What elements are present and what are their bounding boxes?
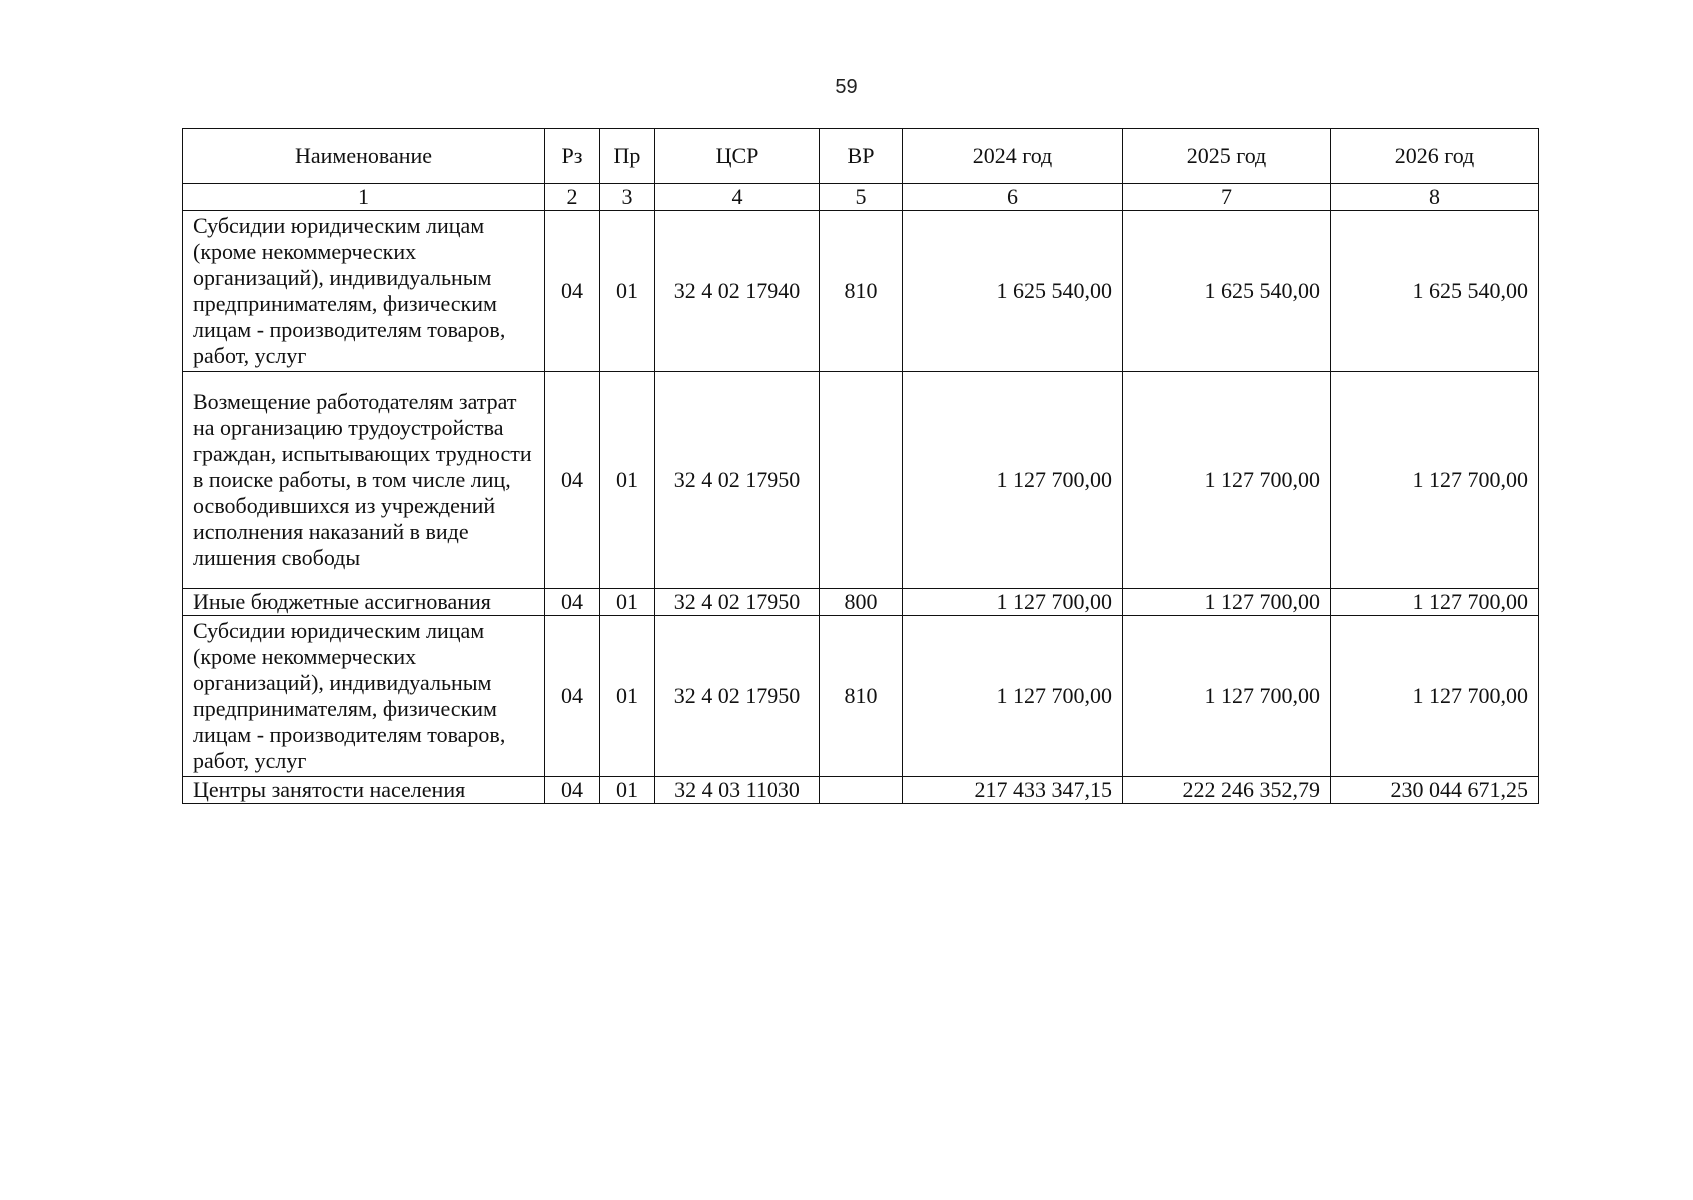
header-rz: Рз	[545, 129, 600, 184]
cell-2025: 222 246 352,79	[1123, 777, 1331, 804]
cell-2026: 1 127 700,00	[1331, 372, 1539, 589]
table-header	[183, 129, 1539, 211]
table-row	[183, 211, 1539, 372]
cell-name: Иные бюджетные ассигнования	[183, 589, 545, 616]
cell-vr	[820, 777, 903, 804]
cell-vr: 810	[820, 616, 903, 777]
cell-csr: 32 4 02 17940	[655, 211, 820, 372]
budget-table	[182, 128, 1539, 804]
cell-vr	[820, 372, 903, 589]
cell-2026: 1 127 700,00	[1331, 616, 1539, 777]
cell-pr: 01	[600, 372, 655, 589]
column-number: 2	[545, 184, 600, 211]
cell-2024: 1 127 700,00	[903, 589, 1123, 616]
header-vr: ВР	[820, 129, 903, 184]
cell-rz: 04	[545, 372, 600, 589]
column-number: 6	[903, 184, 1123, 211]
cell-vr: 800	[820, 589, 903, 616]
cell-csr: 32 4 02 17950	[655, 372, 820, 589]
cell-rz: 04	[545, 777, 600, 804]
column-number-row	[183, 184, 1539, 211]
cell-2026: 1 127 700,00	[1331, 589, 1539, 616]
cell-2025: 1 127 700,00	[1123, 589, 1331, 616]
cell-2025: 1 127 700,00	[1123, 372, 1331, 589]
column-number: 4	[655, 184, 820, 211]
column-number: 3	[600, 184, 655, 211]
column-number: 1	[183, 184, 545, 211]
table-row	[183, 589, 1539, 616]
cell-vr: 810	[820, 211, 903, 372]
header-row	[183, 129, 1539, 184]
cell-2024: 1 625 540,00	[903, 211, 1123, 372]
cell-pr: 01	[600, 616, 655, 777]
column-number: 8	[1331, 184, 1539, 211]
cell-pr: 01	[600, 589, 655, 616]
page-number: 59	[835, 76, 858, 98]
header-2026: 2026 год	[1331, 129, 1539, 184]
cell-csr: 32 4 03 11030	[655, 777, 820, 804]
cell-name: Возмещение работодателям затрат на организацию трудоустройства граждан, испытывающих трудности в поиске работы, в том числе лиц, освободившихся из учреждений исполнения наказаний в виде лишения свободы	[183, 372, 545, 589]
cell-name: Центры занятости населения	[183, 777, 545, 804]
column-number: 7	[1123, 184, 1331, 211]
cell-name: Субсидии юридическим лицам (кроме некоммерческих организаций), индивидуальным предпринимателям, физическим лицам - производителям товаров, работ, услуг	[183, 616, 545, 777]
cell-2024: 217 433 347,15	[903, 777, 1123, 804]
header-2024: 2024 год	[903, 129, 1123, 184]
cell-2026: 230 044 671,25	[1331, 777, 1539, 804]
header-2025: 2025 год	[1123, 129, 1331, 184]
table-row	[183, 777, 1539, 804]
table-row	[183, 372, 1539, 589]
cell-2024: 1 127 700,00	[903, 372, 1123, 589]
cell-name: Субсидии юридическим лицам (кроме некоммерческих организаций), индивидуальным предпринимателям, физическим лицам - производителям товаров, работ, услуг	[183, 211, 545, 372]
header-csr: ЦСР	[655, 129, 820, 184]
table-row	[183, 616, 1539, 777]
cell-rz: 04	[545, 589, 600, 616]
header-pr: Пр	[600, 129, 655, 184]
cell-rz: 04	[545, 616, 600, 777]
cell-csr: 32 4 02 17950	[655, 589, 820, 616]
cell-rz: 04	[545, 211, 600, 372]
cell-pr: 01	[600, 777, 655, 804]
cell-2026: 1 625 540,00	[1331, 211, 1539, 372]
cell-pr: 01	[600, 211, 655, 372]
column-number: 5	[820, 184, 903, 211]
cell-2025: 1 127 700,00	[1123, 616, 1331, 777]
cell-csr: 32 4 02 17950	[655, 616, 820, 777]
table-body	[183, 211, 1539, 804]
cell-2025: 1 625 540,00	[1123, 211, 1331, 372]
header-name: Наименование	[183, 129, 545, 184]
cell-2024: 1 127 700,00	[903, 616, 1123, 777]
